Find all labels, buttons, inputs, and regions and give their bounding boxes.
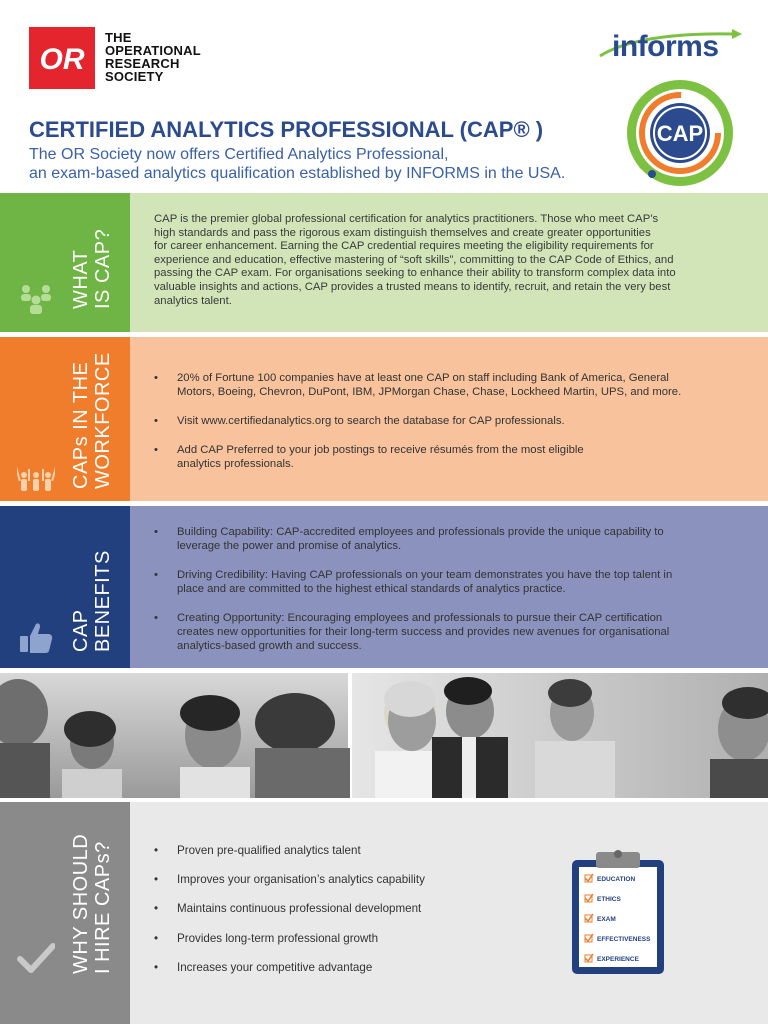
or-society-name [105,31,201,83]
office-meeting-photo [0,673,768,798]
bullet-dot: • [154,526,158,538]
cap-badge-text: CAP [656,121,704,146]
side-label [70,352,114,489]
bullet-line: Building Capability: CAP-accredited employees and professionals provide the unique capability to [177,526,664,538]
bullet-text: Increases your competitive advantage [177,960,373,974]
paragraph-line: CAP is the premier global professional certification for analytics practitioners. Those who meet CAP’s [154,213,659,225]
bullet-dot: • [154,415,158,427]
side-label-panel [0,193,130,332]
workforce-bullet-list [154,371,744,471]
section-caps-in-workforce [0,337,768,501]
or-logo-letters: OR [39,43,85,76]
side-label-panel [0,506,130,668]
bullet-line: Driving Credibility: Having CAP professionals on your team demonstrates you have the top talent in [177,569,673,581]
bullet-line: place and are committed to the highest ethical standards of analytics practice. [177,583,566,595]
list-item [154,932,534,946]
section-body [130,802,768,1024]
paragraph-line: valuable insights and actions, CAP provides a trusted means to identify, recruit, and retain the very best [154,280,671,293]
checklist-item [585,894,622,903]
checkmark-icon [17,940,55,976]
section-body [130,193,768,332]
people-raised-hands-icon [17,461,55,497]
bullet-line: 20% of Fortune 100 companies have at least one CAP on staff including Bank of America, General [177,372,669,384]
benefits-bullet-list [154,525,744,653]
checklist-label: ETHICS [597,896,621,903]
side-label-line: IS CAP? [92,228,114,309]
paragraph-line: high standards and pass the rigorous exam distinguish themselves and create greater opportunities [154,226,651,239]
bullet-line: Add CAP Preferred to your job postings to receive résumés from the most eligible [177,444,584,456]
side-label-line: CAPs IN THE [70,361,92,489]
ors-line: THE [105,30,132,45]
bullet-dot: • [154,612,158,624]
list-item [154,414,744,428]
bullet-dot: • [154,372,158,384]
side-label [70,229,114,309]
section-why-hire-caps [0,802,768,1024]
side-label [70,550,114,652]
bullet-text: Maintains continuous professional development [177,902,422,916]
bullet-dot: • [154,931,159,945]
side-label-panel [0,337,130,501]
bullet-dot: • [154,444,158,456]
list-item [154,902,534,916]
paragraph-line: for career enhancement. Earning the CAP credential requires meeting the eligibility requirements for [154,240,654,253]
checklist-item [585,914,616,923]
list-item [154,611,744,653]
informs-wordmark: informs [612,30,719,63]
bullet-dot: • [154,902,159,916]
bullet-line: Motors, Boeing, Chevron, DuPont, IBM, JPMorgan Chase, Chase, Lockheed Martin, UPS, and more. [177,386,682,398]
checklist-label: EFFECTIVENESS [597,936,651,943]
list-item [154,443,744,471]
bullet-dot: • [154,873,159,887]
bullet-line: analytics professionals. [177,458,294,470]
side-label-line: WHY SHOULD [70,833,92,974]
bullet-line: Creating Opportunity: Encouraging employees and professionals to pursue their CAP certification [177,612,663,624]
bullet-text: Improves your organisation’s analytics capability [177,873,425,887]
checklist-label: EXPERIENCE [597,956,639,963]
list-item [154,961,534,975]
or-society-logo [29,27,95,89]
side-label-line: BENEFITS [92,550,114,652]
side-label-line: WORKFORCE [92,352,114,489]
header [0,0,768,192]
section-body [130,337,768,501]
clipboard-checklist-icon [570,846,666,976]
checklist-label: EDUCATION [597,876,636,883]
bullet-dot: • [154,844,159,857]
list-item [154,873,534,887]
bullet-line: creates new opportunities for their long-term success and provides new avenues for organisational [177,626,670,638]
cap-badge-logo [618,78,742,190]
ors-line: OPERATIONAL [105,43,201,58]
section-what-is-cap [0,193,768,332]
bullet-line: leverage the power and promise of analytics. [177,540,402,552]
section-body [130,506,768,668]
ors-line: SOCIETY [105,69,164,84]
paragraph-line: analytics talent. [154,294,232,307]
paragraph-line: experience and education, effective mastering of “soft skills”, committing to the CAP Code of Ethics, and [154,253,674,266]
subtitle-line: an exam-based analytics qualification established by INFORMS in the USA. [29,165,566,182]
informs-logo [598,26,746,66]
bullet-dot: • [154,960,159,974]
what-is-cap-paragraph [154,213,754,308]
section-cap-benefits [0,506,768,668]
side-label-line: CAP [70,609,92,652]
why-hire-bullet-list [154,844,534,990]
side-label-line: WHAT [70,249,92,309]
bullet-line: analytics-based growth and success. [177,640,362,652]
checklist-label: EXAM [597,916,616,923]
ors-line: RESEARCH [105,56,180,71]
bullet-line: Visit www.certifiedanalytics.org to search the database for CAP professionals. [177,415,565,427]
side-label-panel [0,802,130,1024]
side-label-line: I HIRE CAPs? [92,841,114,974]
subtitle-line: The OR Society now offers Certified Analytics Professional, [29,146,449,163]
side-label [70,834,114,974]
page-title: CERTIFIED ANALYTICS PROFESSIONAL (CAP® ) [29,117,544,142]
people-group-icon [17,281,55,317]
list-item [154,568,744,596]
bullet-dot: • [154,569,158,581]
bullet-text: Provides long-term professional growth [177,931,379,945]
paragraph-line: passing the CAP exam. For organisations seeking to enhance their ability to transform complex data into [154,267,676,280]
list-item [154,525,744,553]
or-logo-mark [29,27,95,89]
list-item [154,371,744,399]
thumbs-up-icon [17,620,55,656]
photo-illustration [0,673,768,798]
bullet-text: Proven pre-qualified analytics talent [177,844,361,857]
list-item [154,844,534,858]
